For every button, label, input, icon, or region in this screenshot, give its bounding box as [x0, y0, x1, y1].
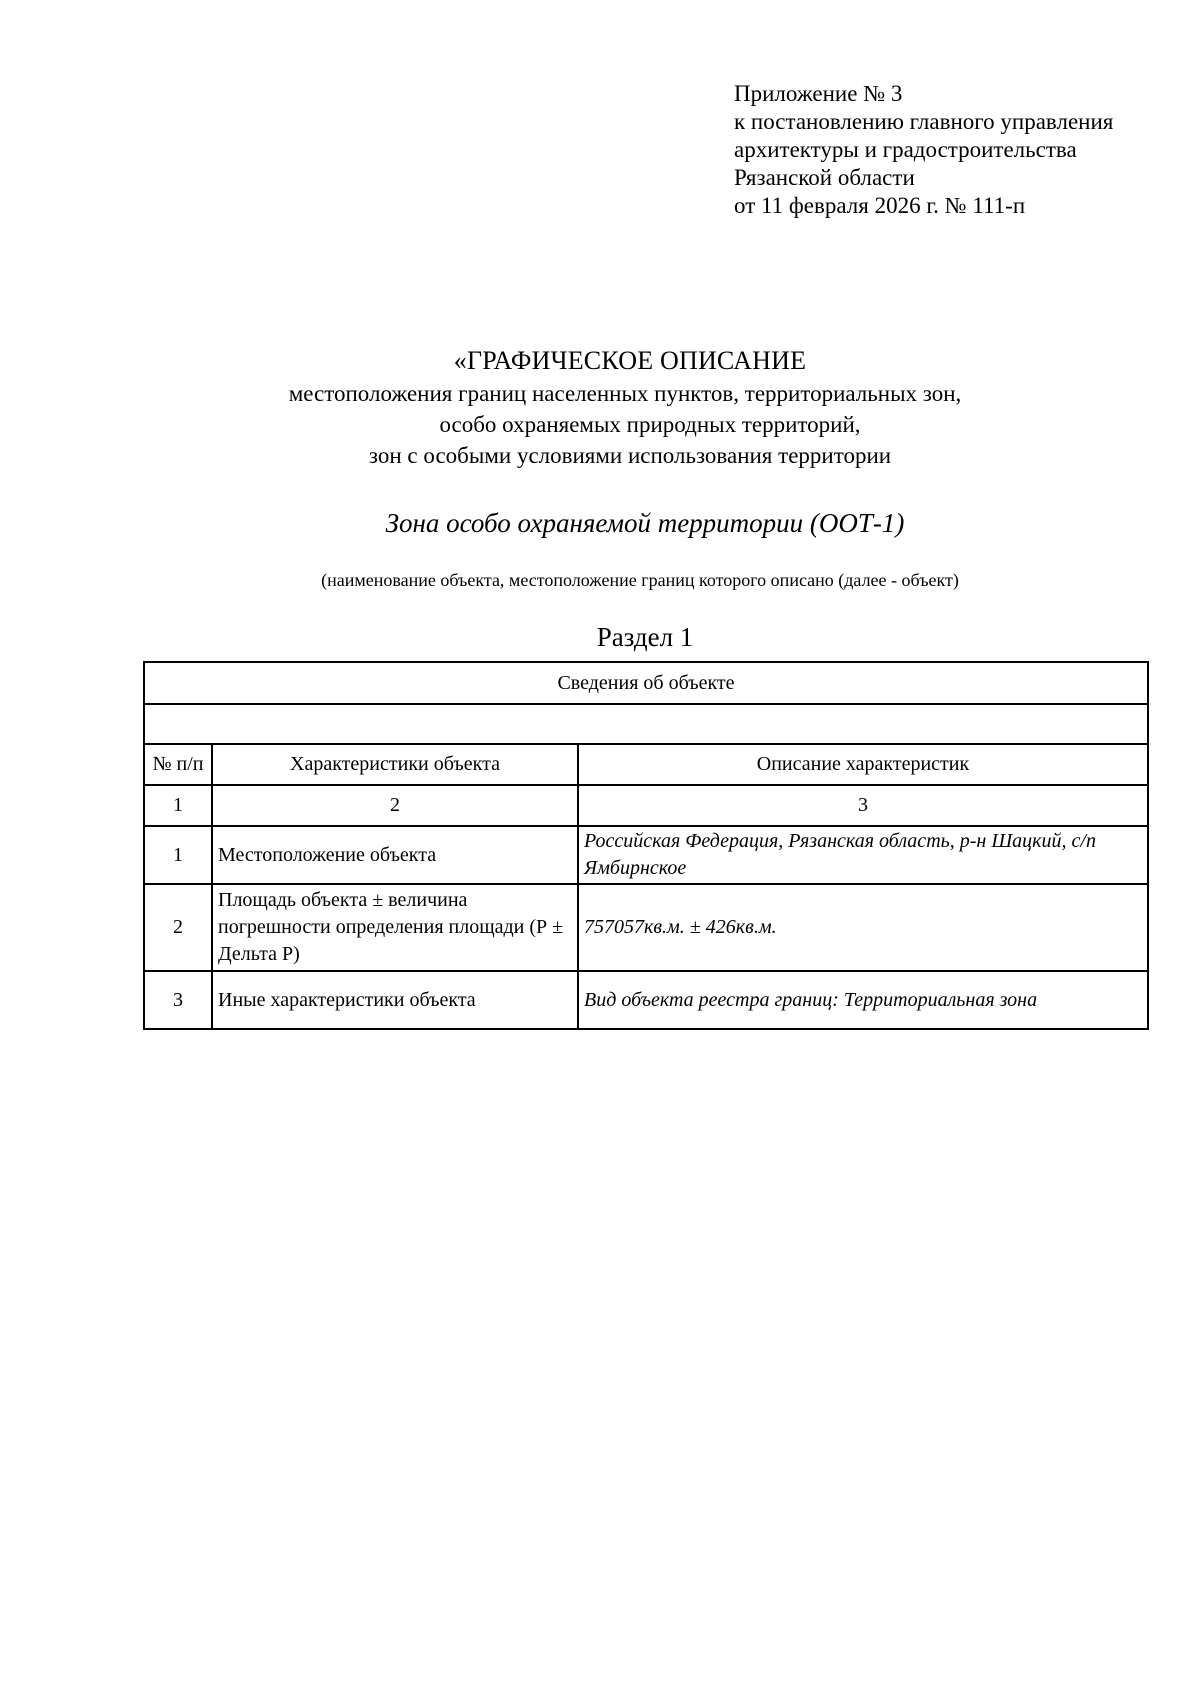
row-number: 1 — [144, 826, 212, 884]
table-header-row — [144, 744, 1148, 785]
document-subtitle-line: особо охраняемых природных территорий, — [439, 412, 861, 437]
row-characteristic: Иные характеристики объекта — [212, 971, 578, 1029]
row-characteristic: Местоположение объекта — [212, 826, 578, 884]
object-info-table — [143, 661, 1149, 1030]
row-description: 757057кв.м. ± 426кв.м. — [578, 884, 1148, 971]
table-empty-row — [144, 704, 1148, 744]
header-number: № п/п — [144, 744, 212, 785]
table-row — [144, 971, 1148, 1029]
section-title: Раздел 1 — [596, 622, 694, 652]
document-title: «ГРАФИЧЕСКОЕ ОПИСАНИЕ — [453, 346, 807, 375]
document-subtitle-line: зон с особыми условиями использования территории — [368, 443, 892, 468]
table-row — [144, 826, 1148, 884]
appendix-line: архитектуры и градостроительства — [734, 137, 1077, 162]
numbering-cell: 3 — [578, 785, 1148, 826]
numbering-cell: 2 — [212, 785, 578, 826]
appendix-line: к постановлению главного управления — [734, 109, 1114, 134]
table-caption: Сведения об объекте — [144, 662, 1148, 704]
object-name-container — [0, 508, 1200, 539]
object-hint-container — [0, 570, 1200, 591]
appendix-line: Рязанской области — [734, 165, 915, 190]
row-number: 2 — [144, 884, 212, 971]
header-characteristic: Характеристики объекта — [212, 744, 578, 785]
row-number: 3 — [144, 971, 212, 1029]
row-description: Вид объекта реестра границ: Территориальная зона — [578, 971, 1148, 1029]
section-title-container — [0, 622, 1200, 653]
object-name: Зона особо охраняемой территории (ООТ-1) — [385, 508, 905, 538]
row-description: Российская Федерация, Рязанская область, р-н Шацкий, с/п Ямбирнское — [578, 826, 1148, 884]
table-numbering-row — [144, 785, 1148, 826]
header-description: Описание характеристик — [578, 744, 1148, 785]
object-hint: (наименование объекта, местоположение границ которого описано (далее - объект) — [321, 570, 959, 590]
row-characteristic: Площадь объекта ± величина погрешности определения площади (Р ± Дельта Р) — [212, 884, 578, 971]
document-subtitle-line: местоположения границ населенных пунктов, территориальных зон, — [288, 381, 962, 406]
appendix-line: Приложение № 3 — [734, 81, 903, 106]
table-caption-row — [144, 662, 1148, 704]
appendix-header — [734, 80, 1174, 220]
numbering-cell: 1 — [144, 785, 212, 826]
table-row — [144, 884, 1148, 971]
table-empty-cell — [144, 704, 1148, 744]
title-block — [0, 344, 1200, 471]
appendix-line: от 11 февраля 2026 г. № 111-п — [734, 193, 1026, 218]
